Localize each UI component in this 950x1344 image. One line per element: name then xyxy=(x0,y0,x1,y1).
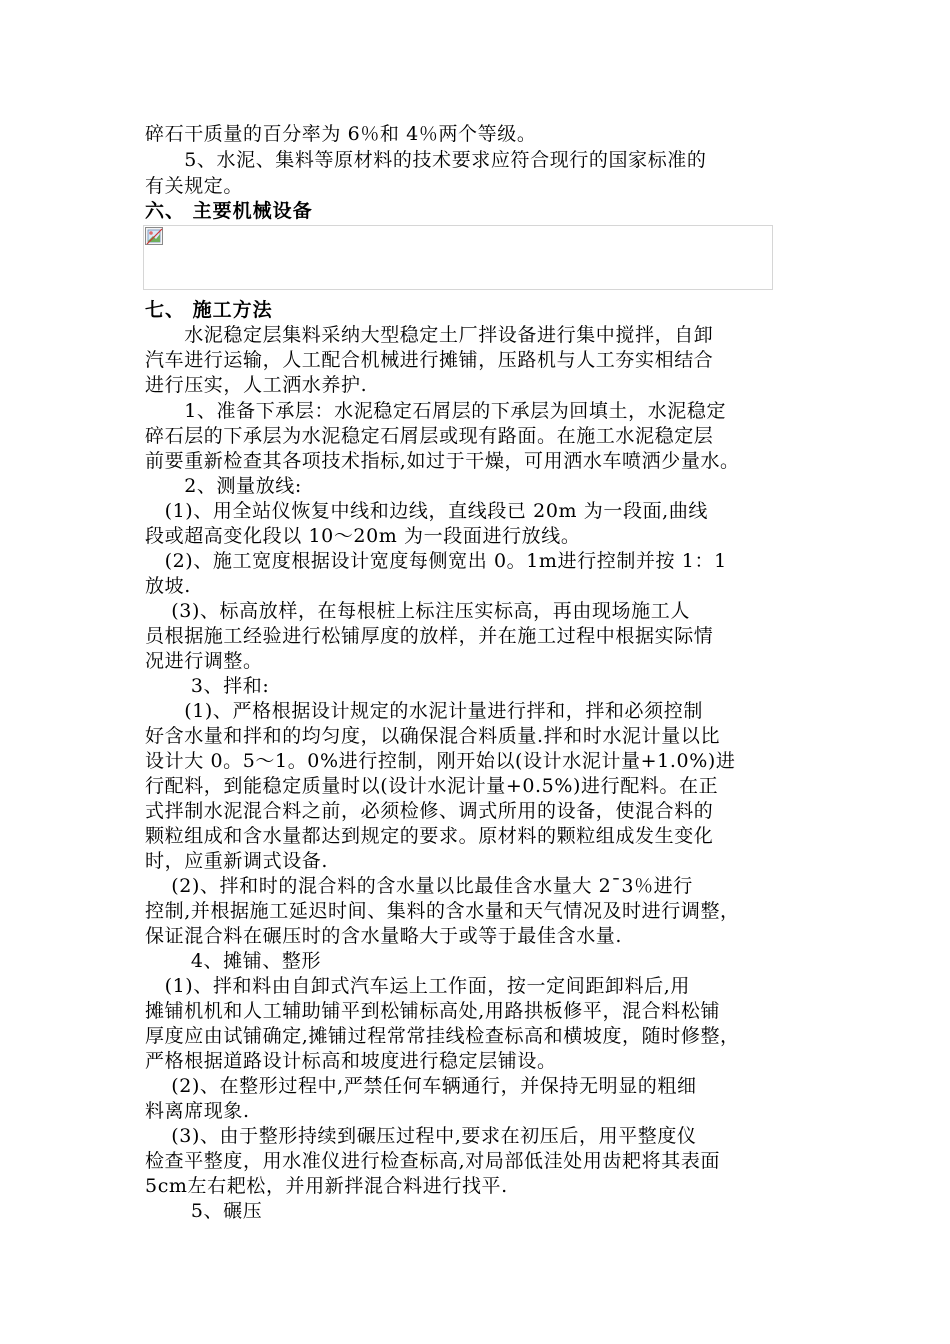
text-line: 进行压实，人工洒水养护. xyxy=(145,374,368,396)
text-line: 好含水量和拌和的均匀度，以确保混合料质量.拌和时水泥计量以比 xyxy=(145,725,721,747)
text-line: 式拌制水泥混合料之前，必须检修、调式所用的设备，使混合料的 xyxy=(145,800,714,822)
text-line: 2、测量放线: xyxy=(145,475,302,497)
text-line: 摊铺机机和人工辅助铺平到松铺标高处,用路拱板修平，混合料松铺 xyxy=(145,1000,721,1022)
text-line: 颗粒组成和含水量都达到规定的要求。原材料的颗粒组成发生变化 xyxy=(145,825,714,847)
text-line: 前要重新检查其各项技术指标,如过于干燥，可用洒水车喷洒少量水。 xyxy=(145,450,740,472)
section-heading-equipment: 六、 主要机械设备 xyxy=(145,200,313,222)
equipment-image-placeholder xyxy=(143,225,773,290)
text-line: 料离席现象. xyxy=(145,1100,250,1122)
text-line: (1)、严格根据设计规定的水泥计量进行拌和，拌和必须控制 xyxy=(145,700,703,722)
text-line: 3、拌和: xyxy=(145,675,270,697)
text-line: 段或超高变化段以 10～20m 为一段面进行放线。 xyxy=(145,525,581,547)
text-line: 保证混合料在碾压时的含水量略大于或等于最佳含水量. xyxy=(145,925,623,947)
text-line: (2)、施工宽度根据设计宽度每侧宽出 0。1m进行控制并按 1：1 xyxy=(145,550,727,572)
broken-image-icon xyxy=(145,227,163,245)
text-line: 放坡. xyxy=(145,575,191,597)
text-line: 5、碾压 xyxy=(145,1200,263,1222)
text-line: (3)、由于整形持续到碾压过程中,要求在初压后，用平整度仪 xyxy=(145,1125,697,1147)
text-line: 设计大 0。5～1。0%进行控制，刚开始以(设计水泥计量+1.0%)进 xyxy=(145,750,736,772)
text-line: 碎石干质量的百分率为 6％和 4％两个等级。 xyxy=(145,123,537,145)
text-line: (2)、在整形过程中,严禁任何车辆通行，并保持无明显的粗细 xyxy=(145,1075,697,1097)
text-line: 严格根据道路设计标高和坡度进行稳定层铺设。 xyxy=(145,1050,557,1072)
text-line: 4、摊铺、整形 xyxy=(145,950,322,972)
text-line: 5、水泥、集料等原材料的技术要求应符合现行的国家标准的 xyxy=(145,149,707,171)
text-line: 员根据施工经验进行松铺厚度的放样，并在施工过程中根据实际情 xyxy=(145,625,714,647)
text-line: 检查平整度，用水准仪进行检查标高,对局部低洼处用齿耙将其表面 xyxy=(145,1150,721,1172)
section-heading-construction-method: 七、 施工方法 xyxy=(145,299,273,321)
text-line: 汽车进行运输，人工配合机械进行摊铺，压路机与人工夯实相结合 xyxy=(145,349,714,371)
text-line: 况进行调整。 xyxy=(145,650,263,672)
text-line: (3)、标高放样，在每根桩上标注压实标高，再由现场施工人 xyxy=(145,600,690,622)
text-line: 时，应重新调式设备. xyxy=(145,850,329,872)
text-line: 控制,并根据施工延迟时间、集料的含水量和天气情况及时进行调整， xyxy=(145,900,740,922)
text-line: 1、准备下承层：水泥稳定石屑层的下承层为回填土，水泥稳定 xyxy=(145,400,727,422)
text-line: 有关规定。 xyxy=(145,175,244,197)
text-line: (1)、拌和料由自卸式汽车运上工作面，按一定间距卸料后,用 xyxy=(145,975,690,997)
text-line: 水泥稳定层集料采纳大型稳定土厂拌设备进行集中搅拌，自卸 xyxy=(145,324,714,346)
text-line: 行配料，到能稳定质量时以(设计水泥计量+0.5%)进行配料。在正 xyxy=(145,775,719,797)
text-line: 厚度应由试铺确定,摊铺过程常常挂线检查标高和横坡度，随时修整， xyxy=(145,1025,740,1047)
text-line: (1)、用全站仪恢复中线和边线，直线段已 20m 为一段面,曲线 xyxy=(145,500,709,522)
text-line: 碎石层的下承层为水泥稳定石屑层或现有路面。在施工水泥稳定层 xyxy=(145,425,714,447)
text-line: (2)、拌和时的混合料的含水量以比最佳含水量大 2¯3％进行 xyxy=(145,875,693,897)
text-line: 5cm左右耙松，并用新拌混合料进行找平. xyxy=(145,1175,508,1197)
